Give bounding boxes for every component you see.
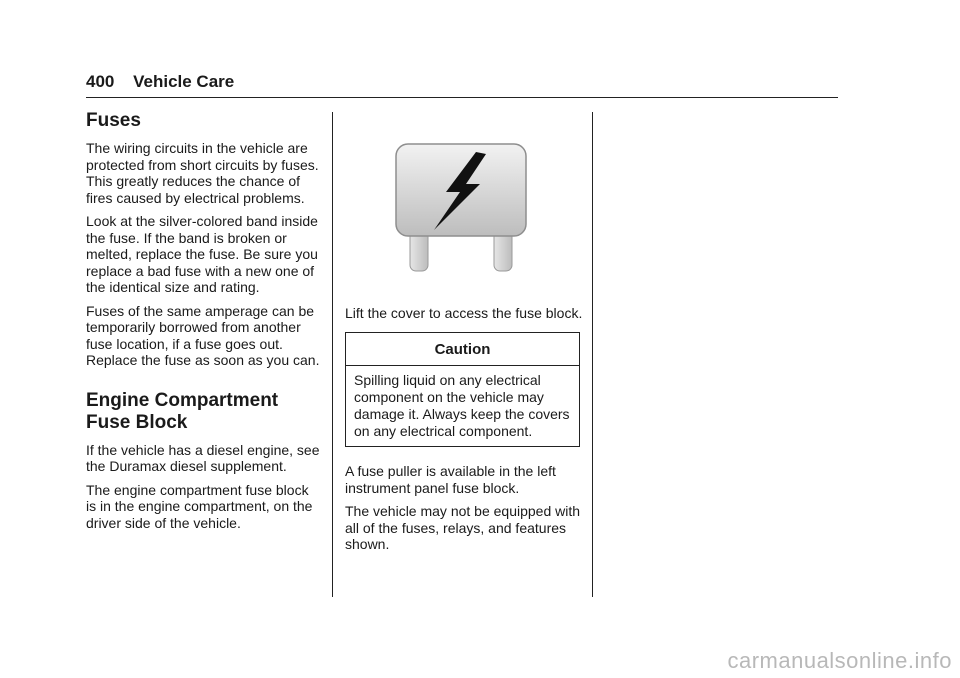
caution-body: Spilling liquid on any electrical component on the vehicle may damage it. Always keep the covers on any electrical component. <box>354 372 570 439</box>
paragraph: The vehicle may not be equipped with all of the fuses, relays, and features shown. <box>345 503 581 552</box>
paragraph: If the vehicle has a diesel engine, see the Duramax diesel supplement. <box>86 441 320 474</box>
header-rule <box>86 97 838 98</box>
caution-box <box>345 332 580 448</box>
heading-line: Fuse Block <box>86 411 188 433</box>
caution-title: Caution <box>346 333 579 367</box>
paragraph: The engine compartment fuse block is in the engine compartment, on the driver side of the vehicle. <box>86 481 313 531</box>
fuse-lightning-icon <box>394 140 528 275</box>
page-header <box>86 72 234 92</box>
column-middle <box>345 140 585 560</box>
paragraph: Lift the cover to access the fuse block. <box>345 305 583 321</box>
paragraph: Look at the silver-colored band inside the fuse. If the band is broken or melted, replace the fuse. Be sure you replace a bad fuse with a new one of the identical size and rating. <box>86 213 318 295</box>
watermark: carmanualsonline.info <box>727 648 952 673</box>
column-left <box>86 110 322 538</box>
heading-line: Engine Compartment <box>86 389 279 411</box>
paragraph: Fuses of the same amperage can be temporarily borrowed from another fuse location, if a fuse goes out. Replace the fuse as soon as you can. <box>86 302 320 368</box>
fuses-heading: Fuses <box>86 110 141 131</box>
column-divider-2 <box>592 112 593 597</box>
section-title: Vehicle Care <box>133 72 235 91</box>
paragraph: A fuse puller is available in the left instrument panel fuse block. <box>345 463 556 496</box>
engine-fuse-block-heading <box>86 390 322 434</box>
page-number: 400 <box>86 72 115 91</box>
paragraph: The wiring circuits in the vehicle are protected from short circuits by fuses. This greatly reduces the chance of fires caused by electrical problems. <box>86 140 319 206</box>
column-divider-1 <box>332 112 333 597</box>
